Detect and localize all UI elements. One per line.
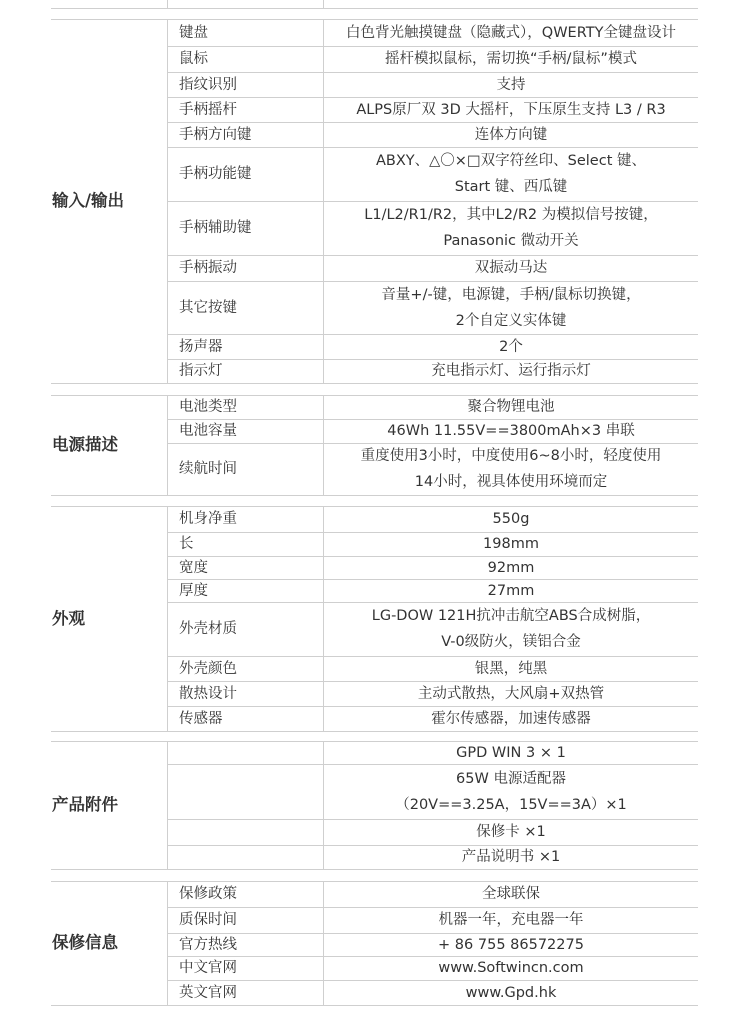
column-divider [167, 0, 168, 8]
spec-value: 音量+/-键，电源键，手柄/鼠标切换键， [381, 287, 641, 303]
spec-label: 外壳颜色 [179, 661, 237, 677]
section-title: 外观 [52, 609, 85, 628]
spec-label: 电池容量 [179, 423, 237, 439]
spec-value: 重度使用3小时，中度使用6~8小时，轻度使用 [360, 448, 662, 464]
spec-value: 198mm [483, 536, 539, 552]
spec-value: ALPS原厂双 3D 大摇杆，下压原生支持 L3 / R3 [356, 102, 666, 118]
column-divider [167, 395, 168, 495]
spec-label: 长 [179, 536, 194, 552]
spec-label: 外壳材质 [179, 621, 237, 637]
spec-label: 指示灯 [179, 363, 223, 379]
spec-value: 产品说明书 ×1 [461, 849, 561, 865]
spec-value: LG-DOW 121H抗冲击航空ABS合成树脂， [371, 608, 651, 624]
spec-label: 指纹识别 [179, 77, 237, 93]
spec-value: 聚合物锂电池 [467, 399, 555, 415]
spec-label: 键盘 [179, 25, 208, 41]
spec-value: Start 键、西瓜键 [454, 179, 568, 195]
spec-label: 手柄方向键 [179, 127, 252, 143]
spec-label: 扬声器 [179, 339, 223, 355]
spec-value: V-0级防火，镁铝合金 [441, 634, 581, 650]
section-bottom-border [51, 495, 698, 496]
spec-label: 宽度 [179, 560, 208, 576]
spec-value: （20V==3.25A，15V==3A）×1 [395, 797, 627, 813]
spec-value: 银黑，纯黑 [474, 661, 548, 677]
spec-label: 散热设计 [179, 686, 237, 702]
spec-value: ABXY、△〇×□双字符丝印、Select 键、 [376, 153, 646, 169]
spec-value: Panasonic 微动开关 [443, 233, 579, 249]
section-title: 输入/输出 [52, 191, 125, 210]
spec-label: 厚度 [179, 583, 208, 599]
spec-label: 电池类型 [179, 399, 237, 415]
spec-value: 连体方向键 [474, 127, 548, 143]
spec-value: 支持 [496, 77, 526, 93]
column-divider [167, 741, 168, 869]
spec-value: L1/L2/R1/R2，其中L2/R2 为模拟信号按键， [364, 207, 658, 223]
spec-label: 质保时间 [179, 912, 237, 928]
spec-value: 摇杆模拟鼠标，需切换“手柄/鼠标”模式 [385, 51, 637, 67]
spec-sheet [51, 0, 698, 1016]
column-divider [167, 881, 168, 1005]
spec-value: 充电指示灯、运行指示灯 [431, 363, 591, 379]
spec-value: 550g [492, 511, 530, 527]
spec-value: 全球联保 [482, 886, 540, 902]
row-divider [51, 8, 698, 9]
spec-label: 传感器 [179, 711, 223, 727]
spec-label: 中文官网 [179, 960, 237, 976]
spec-label: 手柄功能键 [179, 166, 252, 182]
section-title: 产品附件 [52, 795, 118, 814]
spec-value: 2个自定义实体键 [455, 313, 567, 329]
spec-value: 霍尔传感器，加速传感器 [431, 711, 591, 727]
spec-value: 机器一年，充电器一年 [438, 912, 584, 928]
spec-value: 27mm [487, 583, 535, 599]
spec-value: www.Softwincn.com [438, 960, 584, 976]
spec-label: 续航时间 [179, 461, 237, 477]
column-divider [167, 506, 168, 731]
spec-label: 保修政策 [179, 886, 237, 902]
spec-label: 英文官网 [179, 985, 237, 1001]
spec-value: 14小时，视具体使用环境而定 [414, 474, 608, 490]
column-divider [323, 0, 324, 8]
spec-value: 双振动马达 [474, 260, 548, 276]
section-title: 电源描述 [52, 435, 118, 454]
spec-value: www.Gpd.hk [465, 985, 557, 1001]
spec-label: 手柄振动 [179, 260, 237, 276]
spec-value: 65W 电源适配器 [456, 771, 566, 787]
spec-label: 官方热线 [179, 937, 237, 953]
spec-label: 机身净重 [179, 511, 237, 527]
spec-value: 主动式散热，大风扇+双热管 [417, 686, 605, 702]
spec-value: + 86 755 86572275 [438, 937, 584, 953]
spec-value: 保修卡 ×1 [476, 824, 546, 840]
spec-value: 46Wh 11.55V==3800mAh×3 串联 [387, 423, 635, 439]
spec-label: 其它按键 [179, 300, 237, 316]
row-divider [167, 764, 698, 765]
spec-value: GPD WIN 3 × 1 [456, 745, 566, 761]
spec-label: 鼠标 [179, 51, 208, 67]
spec-value: 92mm [487, 560, 535, 576]
section-title: 保修信息 [52, 933, 118, 952]
spec-label: 手柄摇杆 [179, 102, 237, 118]
spec-value: 2个 [499, 339, 523, 355]
spec-label: 手柄辅助键 [179, 220, 252, 236]
spec-value: 白色背光触摸键盘（隐藏式），QWERTY全键盘设计 [346, 25, 676, 41]
